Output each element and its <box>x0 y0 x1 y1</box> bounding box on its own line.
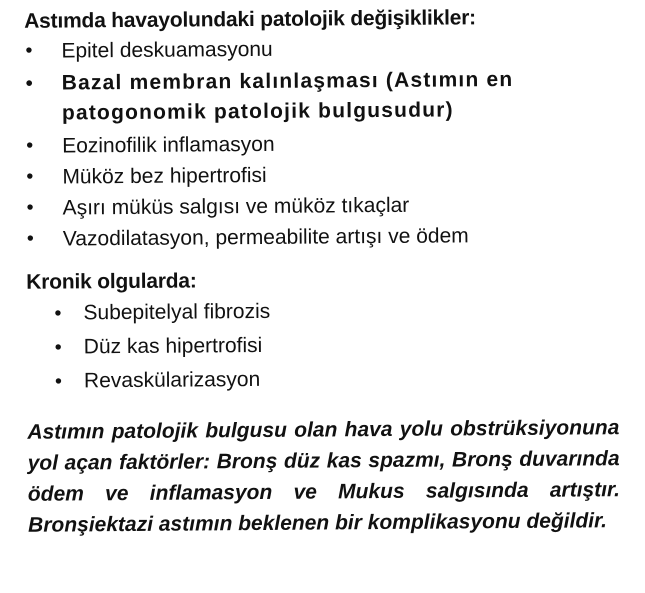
list-item <box>26 219 627 255</box>
pathology-list <box>24 31 627 255</box>
list-item-text: Aşırı müküs salgısı ve müköz tıkaçlar <box>62 193 410 220</box>
bullet-icon: • <box>54 336 62 359</box>
section-heading: Astımda havayolundaki patolojik değişiklikler: <box>24 6 477 33</box>
list-item <box>27 326 628 365</box>
list-item-text: Vazodilatasyon, permeabilite artışı ve ödem <box>62 224 469 251</box>
list-item <box>26 292 627 331</box>
list-item-text: Bazal membran kalınlaşması (Astımın en patogonomik patolojik bulgusudur) <box>61 67 514 125</box>
list-item-text: Düz kas hipertrofisi <box>83 333 263 359</box>
summary-note: Astımın patolojik bulgusu olan hava yolu obstrüksiyonuna yol açan faktörler: Bronş düz kas spazmı, Bronş duvarında ödem ve inflamasyon ve Mukus salgısında artıştır. Bronşiektazi astımın beklenen bir komplikasyonu değildir. <box>27 416 620 537</box>
chronic-list <box>26 292 628 399</box>
list-item-text: Revaskülarizasyon <box>83 367 261 393</box>
list-item-text: Eozinofilik inflamasyon <box>62 132 275 158</box>
list-item <box>27 360 628 399</box>
list-item-text: Epitel deskuamasyonu <box>61 37 273 63</box>
bullet-icon: • <box>54 302 62 325</box>
bullet-icon: • <box>26 227 34 250</box>
bullet-icon: • <box>25 72 34 95</box>
chronic-cases-title: Kronik olgularda: <box>26 269 197 294</box>
bullet-icon: • <box>25 39 33 62</box>
bullet-icon: • <box>54 370 63 393</box>
list-item <box>26 188 627 224</box>
list-item-text: Müköz bez hipertrofisi <box>62 163 267 189</box>
list-item-highlighted <box>25 64 626 129</box>
bullet-icon: • <box>26 134 34 157</box>
list-item <box>25 126 626 162</box>
list-item <box>25 157 626 193</box>
list-item-text: Subepitelyal fibrozis <box>83 299 271 325</box>
list-item <box>24 31 625 67</box>
bullet-icon: • <box>26 196 34 219</box>
bullet-icon: • <box>26 165 34 188</box>
